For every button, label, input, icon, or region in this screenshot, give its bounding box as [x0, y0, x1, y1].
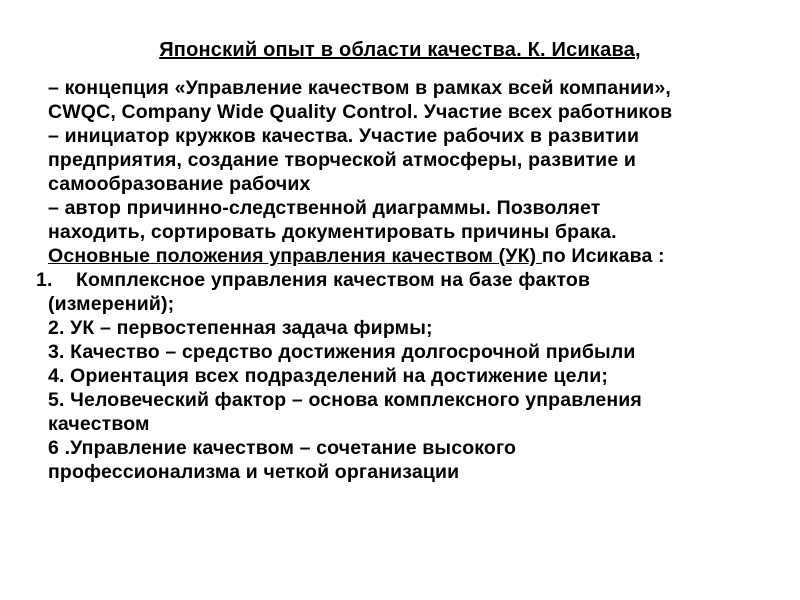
principles-heading-rest: по Исикава : [541, 245, 665, 267]
list-item-6-continuation: профессионализма и четкой организации [48, 461, 460, 483]
principles-heading [48, 244, 778, 268]
list-item-5-continuation: качеством [48, 413, 150, 435]
list-item-1-text: Комплексное управления качеством на базе фактов [76, 269, 591, 291]
paragraph-line: самообразование рабочих [48, 173, 311, 195]
list-item-2: 2. УК – первостепенная задача фирмы; [48, 317, 433, 339]
paragraph-line: предприятия, создание творческой атмосферы, развитие и [48, 149, 637, 171]
paragraph-line: – автор причинно-следственной диаграммы. Позволяет [48, 197, 601, 219]
principles-heading-underlined: Основные положения управления качеством (УК) [48, 245, 542, 267]
list-item-1 [36, 268, 766, 292]
paragraph-line: – концепция «Управление качеством в рамках всей компании», [48, 77, 671, 99]
list-item-5: 5. Человеческий фактор – основа комплексного управления [48, 389, 642, 411]
paragraph-line: – инициатор кружков качества. Участие рабочих в развитии [48, 125, 640, 147]
paragraph-line: находить, сортировать документировать причины брака. [48, 221, 617, 243]
list-item-4: 4. Ориентация всех подразделений на достижение цели; [48, 365, 608, 387]
paragraph-line: CWQC, Company Wide Quality Control. Участие всех работников [48, 101, 673, 123]
list-item-3: 3. Качество – средство достижения долгосрочной прибыли [48, 341, 636, 363]
list-item-6: 6 .Управление качеством – сочетание высокого [48, 437, 517, 459]
list-item-1-number: 1. [36, 269, 53, 291]
list-item-1-continuation: (измерений); [48, 293, 175, 315]
slide-body [36, 76, 778, 484]
slide-title: Японский опыт в области качества. К. Исикава, [159, 39, 641, 61]
